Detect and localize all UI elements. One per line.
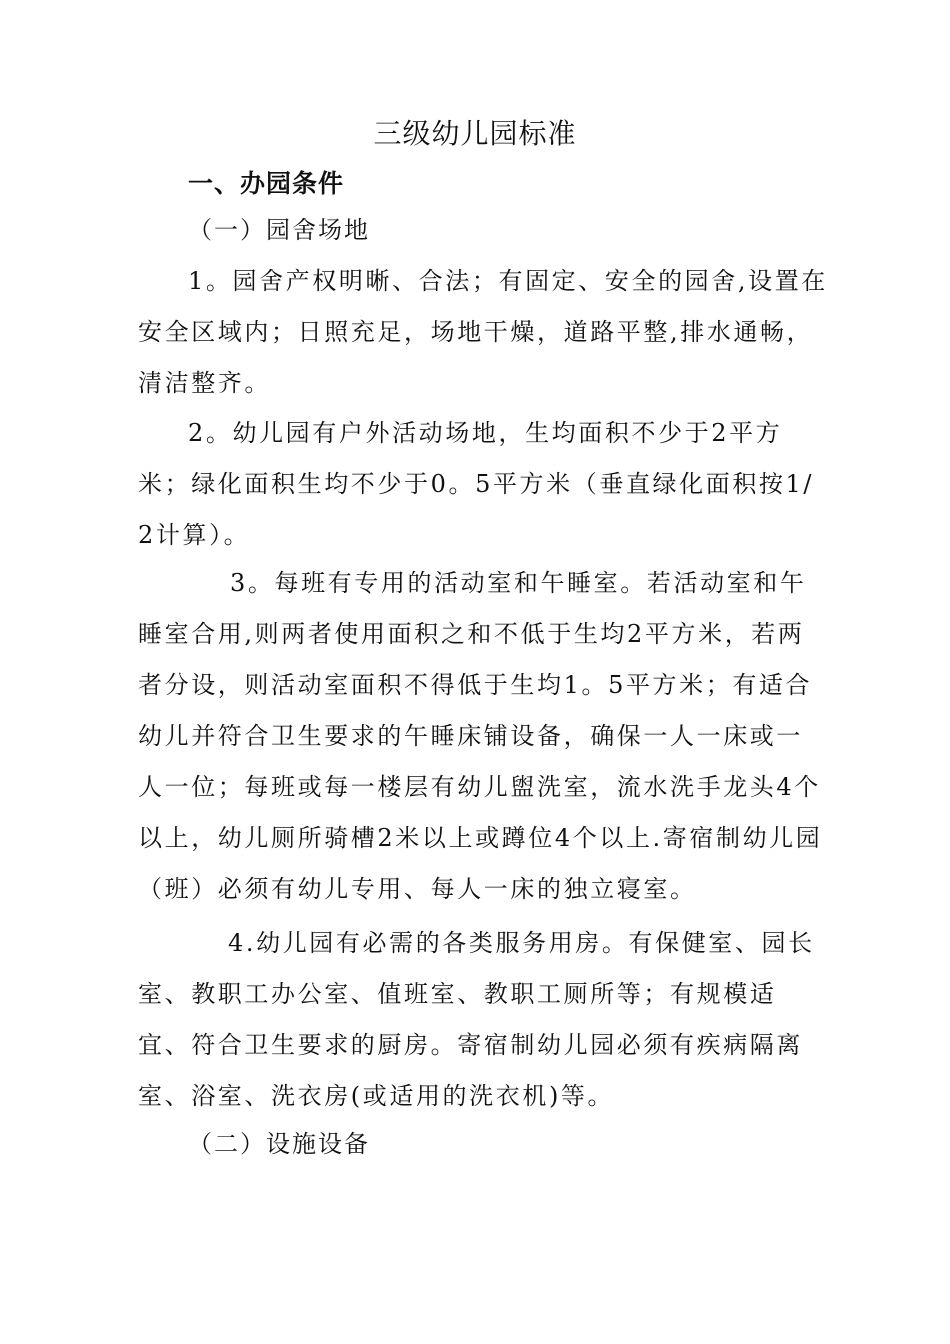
- paragraph-4: 4.幼儿园有必需的各类服务用房。有保健室、园长室、教职工办公室、值班室、教职工厕所等；有规模适宜、符合卫生要求的厨房。寄宿制幼儿园必须有疾病隔离室、浴室、洗衣房(或适用的洗衣机)等。: [138, 929, 815, 1110]
- paragraph-3: 3。每班有专用的活动室和午睡室。若活动室和午睡室合用,则两者使用面积之和不低于生均2平方米，若两者分设，则活动室面积不得低于生均1。5平方米；有适合幼儿并符合卫生要求的午睡床铺设备，确保一人一床或一人一位；每班或每一楼层有幼儿盥洗室，流水洗手龙头4个以上，幼儿厕所骑槽2米以上或蹲位4个以上.寄宿制幼儿园（班）必须有幼儿专用、每人一床的独立寝室。: [138, 569, 823, 903]
- paragraph-2: 2。幼儿园有户外活动场地，生均面积不少于2平方米；绿化面积生均不少于0。5平方米（垂直绿化面积按1/2计算）。: [138, 419, 815, 549]
- paragraph-1: 1。园舍产权明晰、合法；有固定、安全的园舍,设置在安全区域内；日照充足，场地干燥，道路平整,排水通畅，清洁整齐。: [138, 267, 828, 397]
- section-heading: 一、办园条件: [188, 169, 345, 198]
- document-title: 三级幼儿园标准: [373, 117, 577, 150]
- subsection-heading-site: （一）园舍场地: [188, 216, 370, 244]
- subsection-heading-facilities: （二）设施设备: [188, 1130, 370, 1158]
